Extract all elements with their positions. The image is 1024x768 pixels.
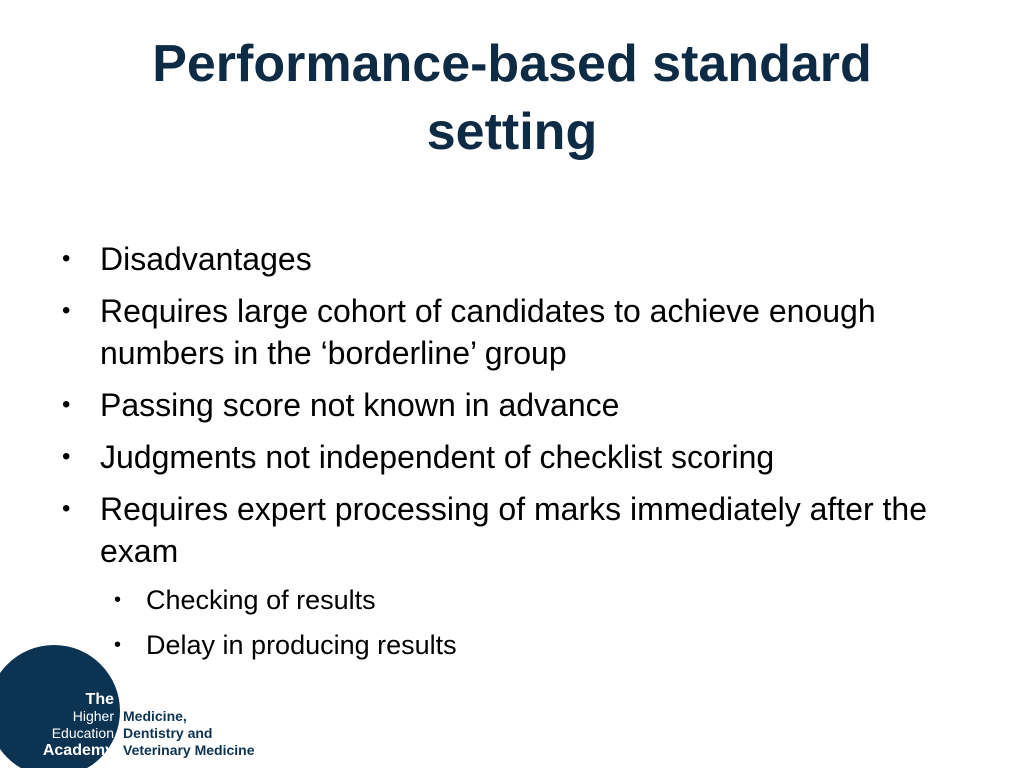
bullet-icon: • xyxy=(62,495,71,522)
bullet-text: Requires expert processing of marks immediately after the exam xyxy=(100,491,928,569)
logo-sub-line-1: Medicine, xyxy=(123,708,187,724)
bullet-icon: • xyxy=(114,634,122,656)
bullet-list xyxy=(58,238,938,672)
logo-line-education: Education xyxy=(51,725,114,741)
bullet-text: Passing score not known in advance xyxy=(100,387,620,423)
bullet-icon: • xyxy=(62,391,71,418)
bullet-item xyxy=(58,290,938,374)
logo-line-the: The xyxy=(85,691,114,708)
bullet-item xyxy=(58,436,938,478)
logo-sub-line-2: Dentistry and xyxy=(123,725,213,741)
sub-bullet-item xyxy=(58,582,938,618)
bullet-icon: • xyxy=(62,443,71,470)
logo-line-academy: Academy xyxy=(42,742,114,759)
sub-bullet-text: Checking of results xyxy=(146,585,376,615)
bullet-icon: • xyxy=(114,589,122,611)
bullet-text: Judgments not independent of checklist scoring xyxy=(100,439,775,475)
slide-title xyxy=(60,30,964,166)
bullet-item xyxy=(58,488,938,572)
title-line-2: setting xyxy=(426,103,598,161)
logo-wordmark xyxy=(0,691,114,759)
sub-bullet-text: Delay in producing results xyxy=(146,630,457,660)
title-line-1: Performance-based standard xyxy=(152,35,872,93)
bullet-text: Disadvantages xyxy=(100,241,312,277)
bullet-item xyxy=(58,238,938,280)
bullet-icon: • xyxy=(62,297,71,324)
logo-line-higher: Higher xyxy=(72,708,114,724)
hea-logo xyxy=(0,643,290,768)
bullet-icon: • xyxy=(62,245,71,272)
bullet-item xyxy=(58,384,938,426)
bullet-text: Requires large cohort of candidates to achieve enough numbers in the ‘borderline’ group xyxy=(100,293,876,371)
logo-subject-centre xyxy=(123,708,255,759)
logo-sub-line-3: Veterinary Medicine xyxy=(123,742,255,758)
